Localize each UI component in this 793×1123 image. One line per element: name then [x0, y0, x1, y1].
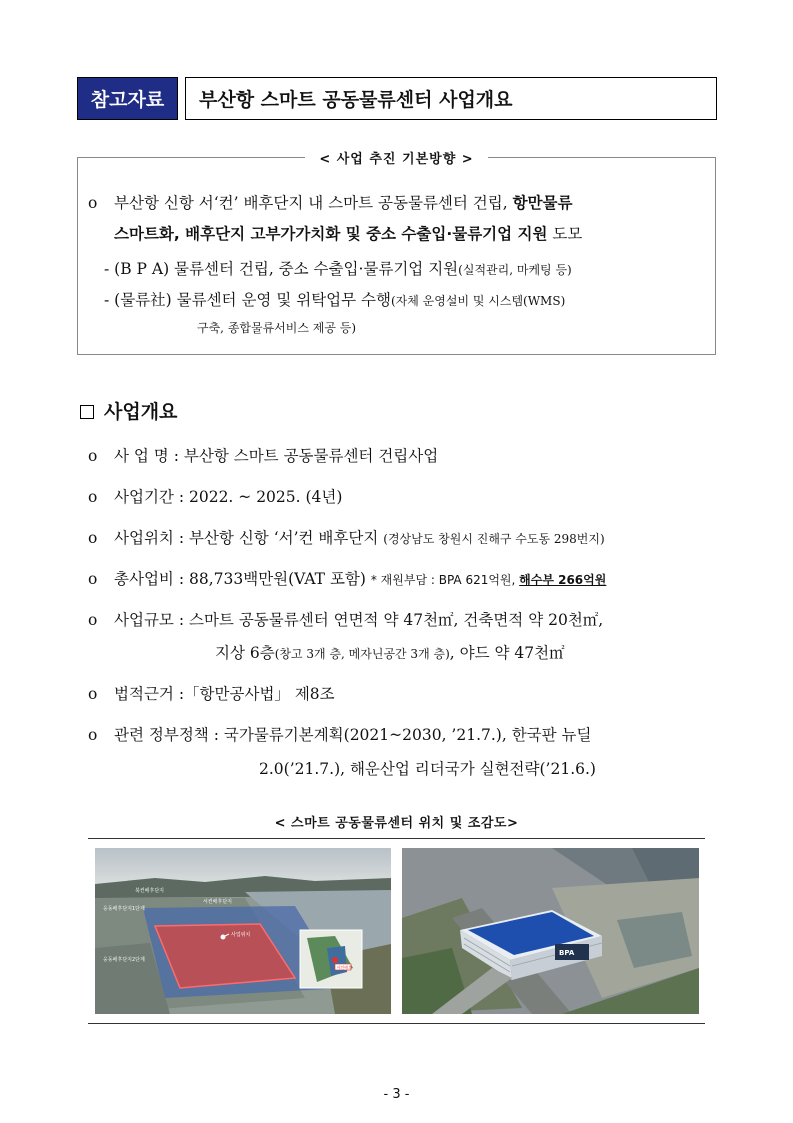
item-cost: o 총사업비 : 88,733백만원(VAT 포함) * 재원부담 : BPA 621억원, 해수부 266억원: [88, 570, 607, 588]
figure-top-rule: [88, 838, 705, 839]
item-project-name: o 사 업 명 : 부산항 스마트 공동물류센터 건립사업: [88, 447, 439, 465]
item-period: o 사업기간 : 2022. ~ 2025. (4년): [88, 488, 343, 506]
map-label-west: 서컨배후단지: [203, 899, 232, 905]
direction-sub-bpa: - (B P A) 물류센터 건립, 중소 수출입·물류기업 지원(실적관리, 마케팅 등): [104, 260, 572, 278]
direction-bullet-line1: o 부산항 신항 서‘컨’ 배후단지 내 스마트 공동물류센터 건립, 항만물류: [88, 194, 573, 212]
building-sign: BPA: [559, 949, 575, 957]
direction-sub-logistics: - (물류社) 물류센터 운영 및 위탁업무 수행(자체 운영설비 및 시스템(WMS): [104, 291, 566, 309]
site-aerial-photo: [95, 848, 391, 1014]
map-label-north: 북컨배후단지: [135, 888, 164, 894]
item-scale: o 사업규모 : 스마트 공동물류센터 연면적 약 47천㎡, 건축면적 약 20천㎡,: [88, 611, 604, 629]
item-law: o 법적근거 :「항만공사법」 제8조: [88, 685, 335, 703]
bird-eye-rendering: [402, 848, 699, 1014]
map-label-ungdong1: 웅동배후단지1단계: [103, 906, 145, 912]
map-label-inset: 서컨배후: [336, 965, 352, 970]
map-label-ungdong2: 웅동배후단지2단계: [103, 957, 145, 963]
reference-tag: 참고자료: [77, 77, 178, 120]
overview-heading: 사업개요: [80, 397, 177, 424]
building-rendering-image: [402, 848, 699, 1014]
page-title: 부산항 스마트 공동물류센터 사업개요: [185, 77, 717, 120]
figure-bottom-rule: [88, 1023, 705, 1024]
item-policy: o 관련 정부정책 : 국가물류기본계획(2021~2030, ’21.7.), 한국판 뉴딜: [88, 726, 592, 744]
map-label-site: 사업위치: [231, 932, 251, 938]
direction-bullet-line2: 스마트화, 배후단지 고부가가치화 및 중소 수출입·물류기업 지원 도모: [114, 225, 583, 243]
item-policy-line2: 2.0(’21.7.), 해운산업 리더국가 실현전략(’21.6.): [259, 760, 596, 778]
page-number: - 3 -: [383, 1087, 410, 1102]
square-bullet-icon: [80, 405, 94, 419]
direction-box-legend: < 사업 추진 기본방향 >: [78, 148, 715, 167]
title-row: [77, 77, 717, 120]
aerial-map-image: [95, 848, 391, 1014]
item-scale-line2: 지상 6층(창고 3개 층, 메자닌공간 3개 층), 야드 약 47천㎡: [215, 644, 565, 662]
direction-box: [77, 152, 716, 355]
item-location: o 사업위치 : 부산항 신항 ‘서’컨 배후단지 (경상남도 창원시 진해구 수도동 298번지): [88, 529, 605, 547]
figure-caption: < 스마트 공동물류센터 위치 및 조감도>: [274, 816, 519, 831]
direction-sub-logistics-cont: 구축, 종합물류서비스 제공 등): [197, 321, 357, 335]
